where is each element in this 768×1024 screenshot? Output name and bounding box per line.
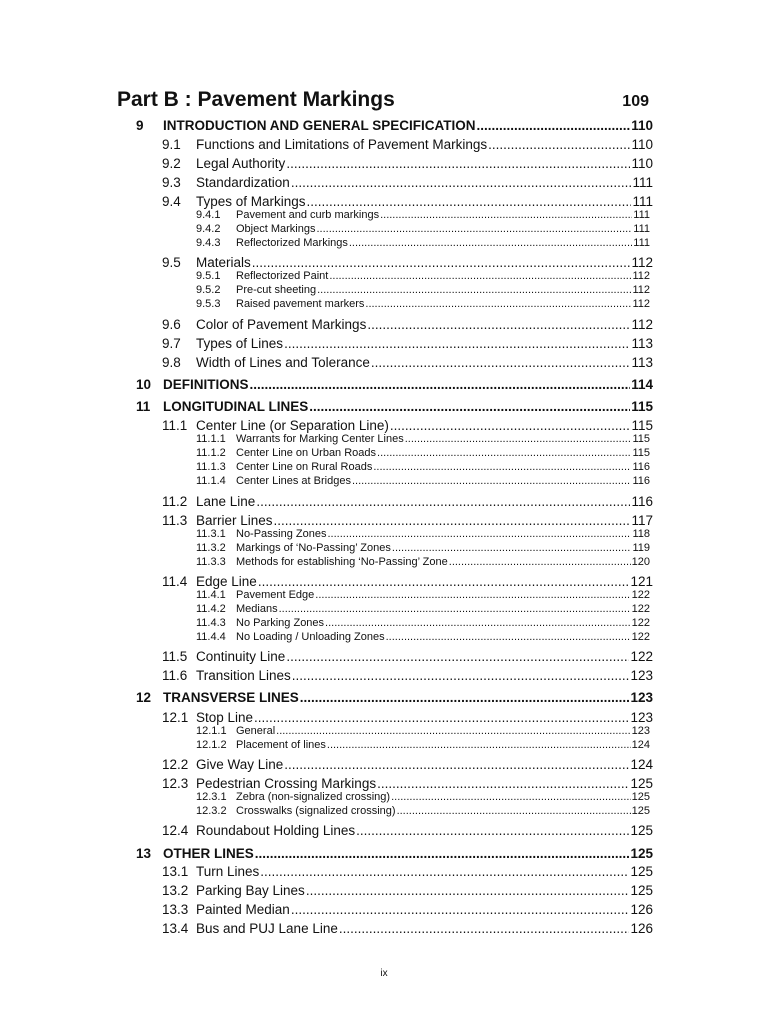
toc-entry-label: LONGITUDINAL LINES [163,399,309,414]
toc-entry-number: 9.4 [162,194,181,209]
toc-leader-dots [252,255,631,270]
toc-entry-number: 11.5 [162,649,188,664]
toc-leader-dots [405,433,632,445]
toc-leader-dots [250,377,631,392]
toc-entry-number: 11.3.1 [196,528,226,540]
toc-entry-label: Types of Lines [196,336,284,351]
toc-entry-page: 112 [632,284,650,296]
toc-entry [162,175,653,190]
toc-entry [196,725,650,737]
toc-entry-page: 113 [631,336,653,351]
toc-leader-dots [488,137,630,152]
toc-entry-label: Reflectorized Paint [236,270,329,282]
toc-entry [162,355,653,370]
toc-entry-page: 116 [631,494,653,509]
toc-entry-page: 117 [631,513,653,528]
toc-entry [196,739,650,751]
toc-entry-number: 11.3.2 [196,542,226,554]
toc-entry-page: 122 [631,603,650,615]
toc-entry-page: 120 [631,556,650,568]
toc-entry-number: 12.4 [162,823,189,838]
toc-leader-dots [284,336,630,351]
toc-entry-label: Standardization [196,175,290,190]
toc-entry [162,776,653,791]
toc-entry-label: Turn Lines [196,864,260,879]
toc-leader-dots [286,156,630,171]
toc-entry-label: Transition Lines [196,668,291,683]
toc-entry-page: 119 [632,542,650,554]
toc-entry-number: 9.8 [162,355,181,370]
toc-entry [196,791,650,803]
toc-entry-number: 13.2 [162,883,189,898]
toc-entry [196,461,650,473]
toc-leader-dots [276,725,631,737]
toc-entry [136,846,653,861]
toc-leader-dots [352,475,632,487]
toc-entry-page: 125 [631,791,650,803]
toc-leader-dots [349,237,632,249]
toc-entry-page: 126 [630,902,653,917]
toc-entry [162,823,653,838]
toc-entry-label: Reflectorized Markings [236,237,348,249]
toc-entry [196,556,650,568]
toc-leader-dots [377,776,629,791]
toc-entry-label: TRANSVERSE LINES [163,690,299,705]
toc-entry-number: 12.2 [162,757,189,772]
toc-entry-label: Continuity Line [196,649,286,664]
toc-entry-number: 12.1 [162,710,189,725]
toc-entry-page: 116 [632,461,650,473]
toc-entry-label: Crosswalks (signalized crossing) [236,805,396,817]
toc-entry-label: Width of Lines and Tolerance [196,355,370,370]
toc-entry-page: 126 [630,921,653,936]
toc-entry-page: 112 [631,317,653,332]
toc-leader-dots [317,284,631,296]
toc-entry-number: 13.1 [162,864,189,879]
toc-entry-page: 111 [633,209,650,221]
toc-entry-number: 9.5.3 [196,298,221,310]
toc-entry-page: 111 [633,237,650,249]
toc-entry-label: Legal Authority [196,156,286,171]
toc-leader-dots [286,649,629,664]
toc-leader-dots [292,668,630,683]
toc-entry-page: 125 [630,846,653,861]
toc-entry-label: Painted Median [196,902,290,917]
toc-entry-number: 11.6 [162,668,188,683]
toc-leader-dots [328,528,632,540]
toc-entry-page: 122 [630,649,653,664]
toc-leader-dots [329,270,631,282]
toc-entry-label: Raised pavement markers [236,298,365,310]
toc-entry-number: 9.4.1 [196,209,221,221]
toc-leader-dots [390,418,631,433]
toc-entry [162,156,653,171]
toc-entry-page: 121 [630,574,653,589]
page-footer-number: ix [380,968,388,979]
toc-entry-label: Pavement Edge [236,589,315,601]
toc-leader-dots [380,209,632,221]
toc-entry-label: No-Passing Zones [236,528,327,540]
toc-entry-number: 9.5 [162,255,181,270]
toc-entry [162,921,653,936]
toc-entry-page: 125 [630,864,653,879]
toc-entry-number: 9.5.1 [196,270,221,282]
toc-entry-number: 9 [136,118,144,133]
toc-entry-page: 124 [631,739,650,751]
toc-entry-number: 9.4.2 [196,223,221,235]
toc-entry-page: 111 [632,194,653,209]
toc-entry-number: 9.5.2 [196,284,221,296]
toc-entry-page: 111 [633,223,650,235]
toc-entry-page: 116 [632,475,650,487]
toc-entry-number: 9.6 [162,317,181,332]
section-header [117,88,649,116]
toc-entry-label: Types of Markings [196,194,306,209]
toc-entry [136,377,653,392]
toc-entry [162,418,653,433]
toc-entry [162,883,653,898]
toc-entry-label: INTRODUCTION AND GENERAL SPECIFICATION [163,118,476,133]
toc-entry-number: 11.4.2 [196,603,226,615]
toc-entry-label: Markings of ‘No-Passing’ Zones [236,542,391,554]
toc-entry-number: 13.3 [162,902,189,917]
toc-entry-number: 11.1.1 [196,433,226,445]
toc-leader-dots [309,399,630,414]
toc-leader-dots [291,175,632,190]
toc-entry [196,223,650,235]
toc-entry-label: Pre-cut sheeting [236,284,317,296]
toc-leader-dots [260,864,629,879]
toc-entry-label: Center Lines at Bridges [236,475,351,487]
toc-entry [162,757,653,772]
toc-entry [196,542,650,554]
toc-leader-dots [371,355,631,370]
toc-entry-page: 123 [631,725,650,737]
toc-entry-number: 11 [136,399,151,414]
toc-entry-page: 122 [631,631,650,643]
toc-entry-label: Roundabout Holding Lines [196,823,356,838]
toc-entry-page: 115 [631,399,653,414]
toc-entry-number: 12.3 [162,776,189,791]
toc-leader-dots [258,574,630,589]
toc-entry-label: Center Line on Rural Roads [236,461,373,473]
toc-leader-dots [256,494,630,509]
toc-entry [196,631,650,643]
toc-entry [196,298,650,310]
toc-entry-label: Parking Bay Lines [196,883,305,898]
toc-entry-label: Barrier Lines [196,513,273,528]
section-page-number: 109 [622,93,649,110]
toc-entry-label: Functions and Limitations of Pavement Markings [196,137,488,152]
toc-entry [162,864,653,879]
toc-entry [196,433,650,445]
toc-entry [196,447,650,459]
toc-entry [162,137,653,152]
toc-entry-page: 125 [630,823,653,838]
toc-entry-page: 110 [631,137,653,152]
toc-leader-dots [391,791,631,803]
toc-entry [196,603,650,615]
toc-entry-label: Warrants for Marking Center Lines [236,433,404,445]
toc-entry [162,194,653,209]
toc-entry-label: Pedestrian Crossing Markings [196,776,377,791]
toc-entry-number: 11.1.2 [196,447,226,459]
section-title: Part B : Pavement Markings [117,88,395,111]
toc-entry-label: Stop Line [196,710,254,725]
toc-entry-number: 9.7 [162,336,181,351]
toc-entry [196,237,650,249]
toc-entry [162,513,653,528]
toc-entry [196,284,650,296]
toc-leader-dots [356,823,629,838]
toc-entry-label: Give Way Line [196,757,284,772]
toc-entry [162,317,653,332]
toc-leader-dots [339,921,630,936]
toc-entry-label: Object Markings [236,223,316,235]
toc-entry-page: 123 [630,710,653,725]
toc-entry [196,209,650,221]
toc-entry-page: 112 [632,298,650,310]
toc-entry [162,668,653,683]
toc-leader-dots [325,617,631,629]
toc-entry-page: 125 [630,776,653,791]
toc-entry-label: General [236,725,276,737]
toc-entry-number: 9.1 [162,137,181,152]
toc-leader-dots [386,631,631,643]
toc-entry-page: 123 [630,690,653,705]
toc-entry-number: 11.4.1 [196,589,226,601]
toc-entry [162,255,653,270]
toc-entry-page: 122 [631,589,650,601]
toc-entry [162,336,653,351]
toc-leader-dots [307,194,632,209]
toc-entry-label: Materials [196,255,251,270]
toc-leader-dots [316,223,632,235]
toc-leader-dots [327,739,631,751]
toc-leader-dots [274,513,631,528]
toc-entry-label: Methods for establishing ‘No-Passing’ Zone [236,556,448,568]
toc-entry-label: DEFINITIONS [163,377,249,392]
toc-entry [162,649,653,664]
toc-entry-page: 110 [631,118,653,133]
toc-leader-dots [284,757,629,772]
toc-entry [162,710,653,725]
toc-entry-number: 11.4.3 [196,617,226,629]
toc-entry-page: 124 [630,757,653,772]
toc-entry-label: Center Line on Urban Roads [236,447,377,459]
toc-entry-number: 11.1.3 [196,461,226,473]
toc-entry-page: 125 [630,883,653,898]
toc-entry-label: Bus and PUJ Lane Line [196,921,338,936]
toc-entry-page: 110 [631,156,653,171]
toc-entry-label: Color of Pavement Markings [196,317,367,332]
toc-entry-page: 115 [632,447,650,459]
toc-entry [196,528,650,540]
toc-entry-label: Edge Line [196,574,257,589]
toc-leader-dots [365,298,631,310]
toc-leader-dots [367,317,630,332]
toc-leader-dots [291,902,630,917]
toc-entry-number: 9.3 [162,175,181,190]
toc-entry-number: 12 [136,690,152,705]
toc-leader-dots [377,447,631,459]
toc-leader-dots [397,805,631,817]
toc-entry-number: 12.3.2 [196,805,227,817]
toc-leader-dots [279,603,631,615]
toc-entry [136,399,653,414]
toc-entry-page: 118 [632,528,650,540]
toc-entry-number: 9.2 [162,156,181,171]
toc-entry [196,270,650,282]
toc-entry-label: OTHER LINES [163,846,254,861]
toc-entry-number: 13.4 [162,921,189,936]
toc-leader-dots [255,846,630,861]
toc-entry-page: 123 [630,668,653,683]
toc-entry-number: 11.1.4 [196,475,226,487]
toc-leader-dots [392,542,632,554]
toc-entry [162,902,653,917]
toc-entry-number: 11.3 [162,513,188,528]
toc-entry-page: 111 [632,175,653,190]
toc-entry-number: 11.4.4 [196,631,226,643]
toc-entry-label: Medians [236,603,278,615]
toc-entry-label: Pavement and curb markings [236,209,380,221]
toc-entry-label: No Parking Zones [236,617,325,629]
toc-entry [196,805,650,817]
toc-entry-number: 11.2 [162,494,188,509]
toc-leader-dots [477,118,631,133]
toc-leader-dots [254,710,629,725]
toc-entry [136,118,653,133]
toc-entry-number: 10 [136,377,152,392]
toc-entry-page: 112 [632,270,650,282]
toc-entry [162,574,653,589]
toc-leader-dots [373,461,631,473]
toc-entry-page: 114 [631,377,653,392]
toc-entry [196,589,650,601]
toc-entry-number: 13 [136,846,152,861]
toc-entry-number: 12.1.1 [196,725,227,737]
toc-entry-page: 122 [631,617,650,629]
toc-entry [196,475,650,487]
toc-entry-number: 9.4.3 [196,237,221,249]
toc-entry-label: Placement of lines [236,739,326,751]
toc-entry-page: 112 [631,255,653,270]
toc-entry [136,690,653,705]
toc-entry-number: 12.1.2 [196,739,227,751]
toc-leader-dots [315,589,630,601]
toc-entry-number: 11.3.3 [196,556,226,568]
toc-entry-number: 12.3.1 [196,791,227,803]
toc-entry-number: 11.4 [162,574,188,589]
toc-entry-number: 11.1 [162,418,188,433]
toc-entry-page: 115 [631,418,653,433]
toc-entry-page: 113 [631,355,653,370]
toc-leader-dots [449,556,631,568]
toc-entry [196,617,650,629]
toc-entry [162,494,653,509]
toc-leader-dots [300,690,630,705]
toc-leader-dots [306,883,630,898]
toc-entry-label: Zebra (non-signalized crossing) [236,791,391,803]
toc-entry-label: No Loading / Unloading Zones [236,631,385,643]
toc-entry-label: Lane Line [196,494,256,509]
toc-entry-page: 115 [632,433,650,445]
toc-entry-page: 125 [631,805,650,817]
toc-entry-label: Center Line (or Separation Line) [196,418,389,433]
